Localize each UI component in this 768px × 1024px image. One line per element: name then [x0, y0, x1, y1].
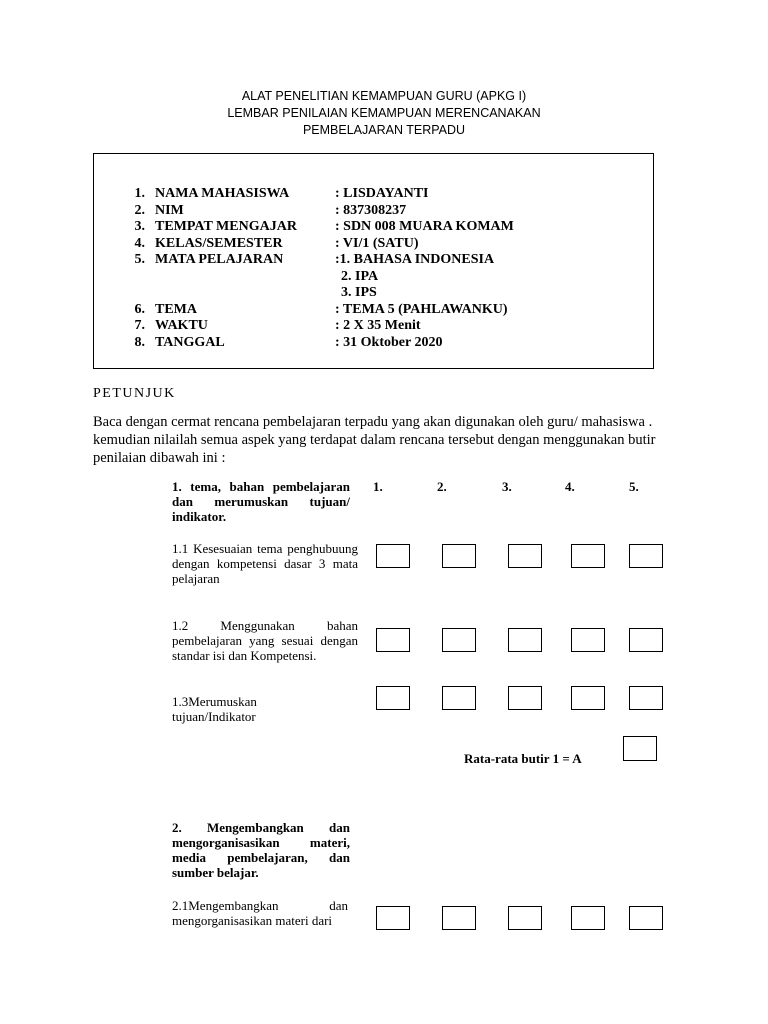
info-value: : VI/1 (SATU)	[335, 236, 419, 251]
document-title-line3: PEMBELAJARAN TERPADU	[302, 123, 466, 137]
document-title-line1: ALAT PENELITIAN KEMAMPUAN GURU (APKG I)	[241, 89, 527, 103]
info-value: : LISDAYANTI	[335, 186, 429, 201]
info-label: WAKTU	[155, 318, 208, 333]
score-box-1-3-5[interactable]	[629, 686, 663, 710]
info-value: : SDN 008 MUARA KOMAM	[335, 219, 514, 234]
score-box-2-1-5[interactable]	[629, 906, 663, 930]
info-value: 3. IPS	[341, 285, 377, 300]
petunjuk-text: Baca dengan cermat rencana pembelajaran terpadu yang akan digunakan oleh guru/ mahasiswa . kemudian nilailah semua aspek yang terdapat dalam rencana tersebut dengan menggunakan butir penilaian dibawah ini :	[93, 414, 656, 466]
score-box-1-1-1[interactable]	[376, 544, 410, 568]
petunjuk-heading: PETUNJUK	[93, 386, 176, 401]
info-value: :1. BAHASA INDONESIA	[335, 252, 495, 267]
scale-label-5: 5.	[629, 479, 639, 494]
score-box-1-1-3[interactable]	[508, 544, 542, 568]
score-box-1-2-2[interactable]	[442, 628, 476, 652]
info-label: NIM	[155, 203, 184, 218]
info-number: 7.	[134, 318, 145, 333]
score-box-2-1-1[interactable]	[376, 906, 410, 930]
average-box-1[interactable]	[623, 736, 657, 761]
info-value: : 31 Oktober 2020	[335, 335, 443, 350]
score-box-1-3-1[interactable]	[376, 686, 410, 710]
score-box-1-2-3[interactable]	[508, 628, 542, 652]
score-box-1-1-2[interactable]	[442, 544, 476, 568]
score-box-2-1-2[interactable]	[442, 906, 476, 930]
score-box-1-1-5[interactable]	[629, 544, 663, 568]
identity-box	[93, 153, 654, 369]
info-number: 5.	[134, 252, 145, 267]
info-label: TEMPAT MENGAJAR	[155, 219, 297, 234]
info-label: TEMA	[155, 302, 197, 317]
section2-heading: 2. Mengembangkan dan mengorganisasikan materi, media pembelajaran, dan sumber belajar.	[172, 820, 350, 880]
info-value: 2. IPA	[341, 269, 379, 284]
score-box-1-2-1[interactable]	[376, 628, 410, 652]
info-number: 4.	[134, 236, 145, 251]
info-label: KELAS/SEMESTER	[155, 236, 283, 251]
item-1-1: 1.1 Kesesuaian tema penghubuung dengan kompetensi dasar 3 mata pelajaran	[172, 541, 358, 586]
score-box-1-1-4[interactable]	[571, 544, 605, 568]
score-box-2-1-3[interactable]	[508, 906, 542, 930]
info-number: 3.	[134, 219, 145, 234]
score-box-2-1-4[interactable]	[571, 906, 605, 930]
average-label-1: Rata-rata butir 1 = A	[464, 751, 582, 766]
info-label: TANGGAL	[155, 335, 225, 350]
info-value: : 837308237	[335, 203, 407, 218]
info-label: MATA PELAJARAN	[155, 252, 284, 267]
info-value: : 2 X 35 Menit	[335, 318, 421, 333]
info-number: 8.	[134, 335, 145, 350]
info-value: : TEMA 5 (PAHLAWANKU)	[335, 302, 508, 317]
document-title-line2: LEMBAR PENILAIAN KEMAMPUAN MERENCANAKAN	[227, 106, 541, 120]
section1-heading: 1. tema, bahan pembelajaran dan merumuskan tujuan/ indikator.	[172, 479, 350, 524]
score-box-1-3-4[interactable]	[571, 686, 605, 710]
info-number: 2.	[134, 203, 145, 218]
item-1-3: 1.3Merumuskan tujuan/Indikator	[172, 694, 257, 724]
scale-label-3: 3.	[502, 479, 512, 494]
scale-label-2: 2.	[437, 479, 447, 494]
info-label: NAMA MAHASISWA	[155, 186, 290, 201]
score-box-1-2-5[interactable]	[629, 628, 663, 652]
info-number: 1.	[134, 186, 145, 201]
item-2-1: 2.1Mengembangkan dan mengorganisasikan materi dari	[172, 898, 348, 928]
score-box-1-3-3[interactable]	[508, 686, 542, 710]
scale-label-1: 1.	[373, 479, 383, 494]
score-box-1-3-2[interactable]	[442, 686, 476, 710]
scale-label-4: 4.	[565, 479, 575, 494]
score-box-1-2-4[interactable]	[571, 628, 605, 652]
item-1-2: 1.2 Menggunakan bahan pembelajaran yang sesuai dengan standar isi dan Kompetensi.	[172, 618, 358, 663]
info-number: 6.	[134, 302, 145, 317]
